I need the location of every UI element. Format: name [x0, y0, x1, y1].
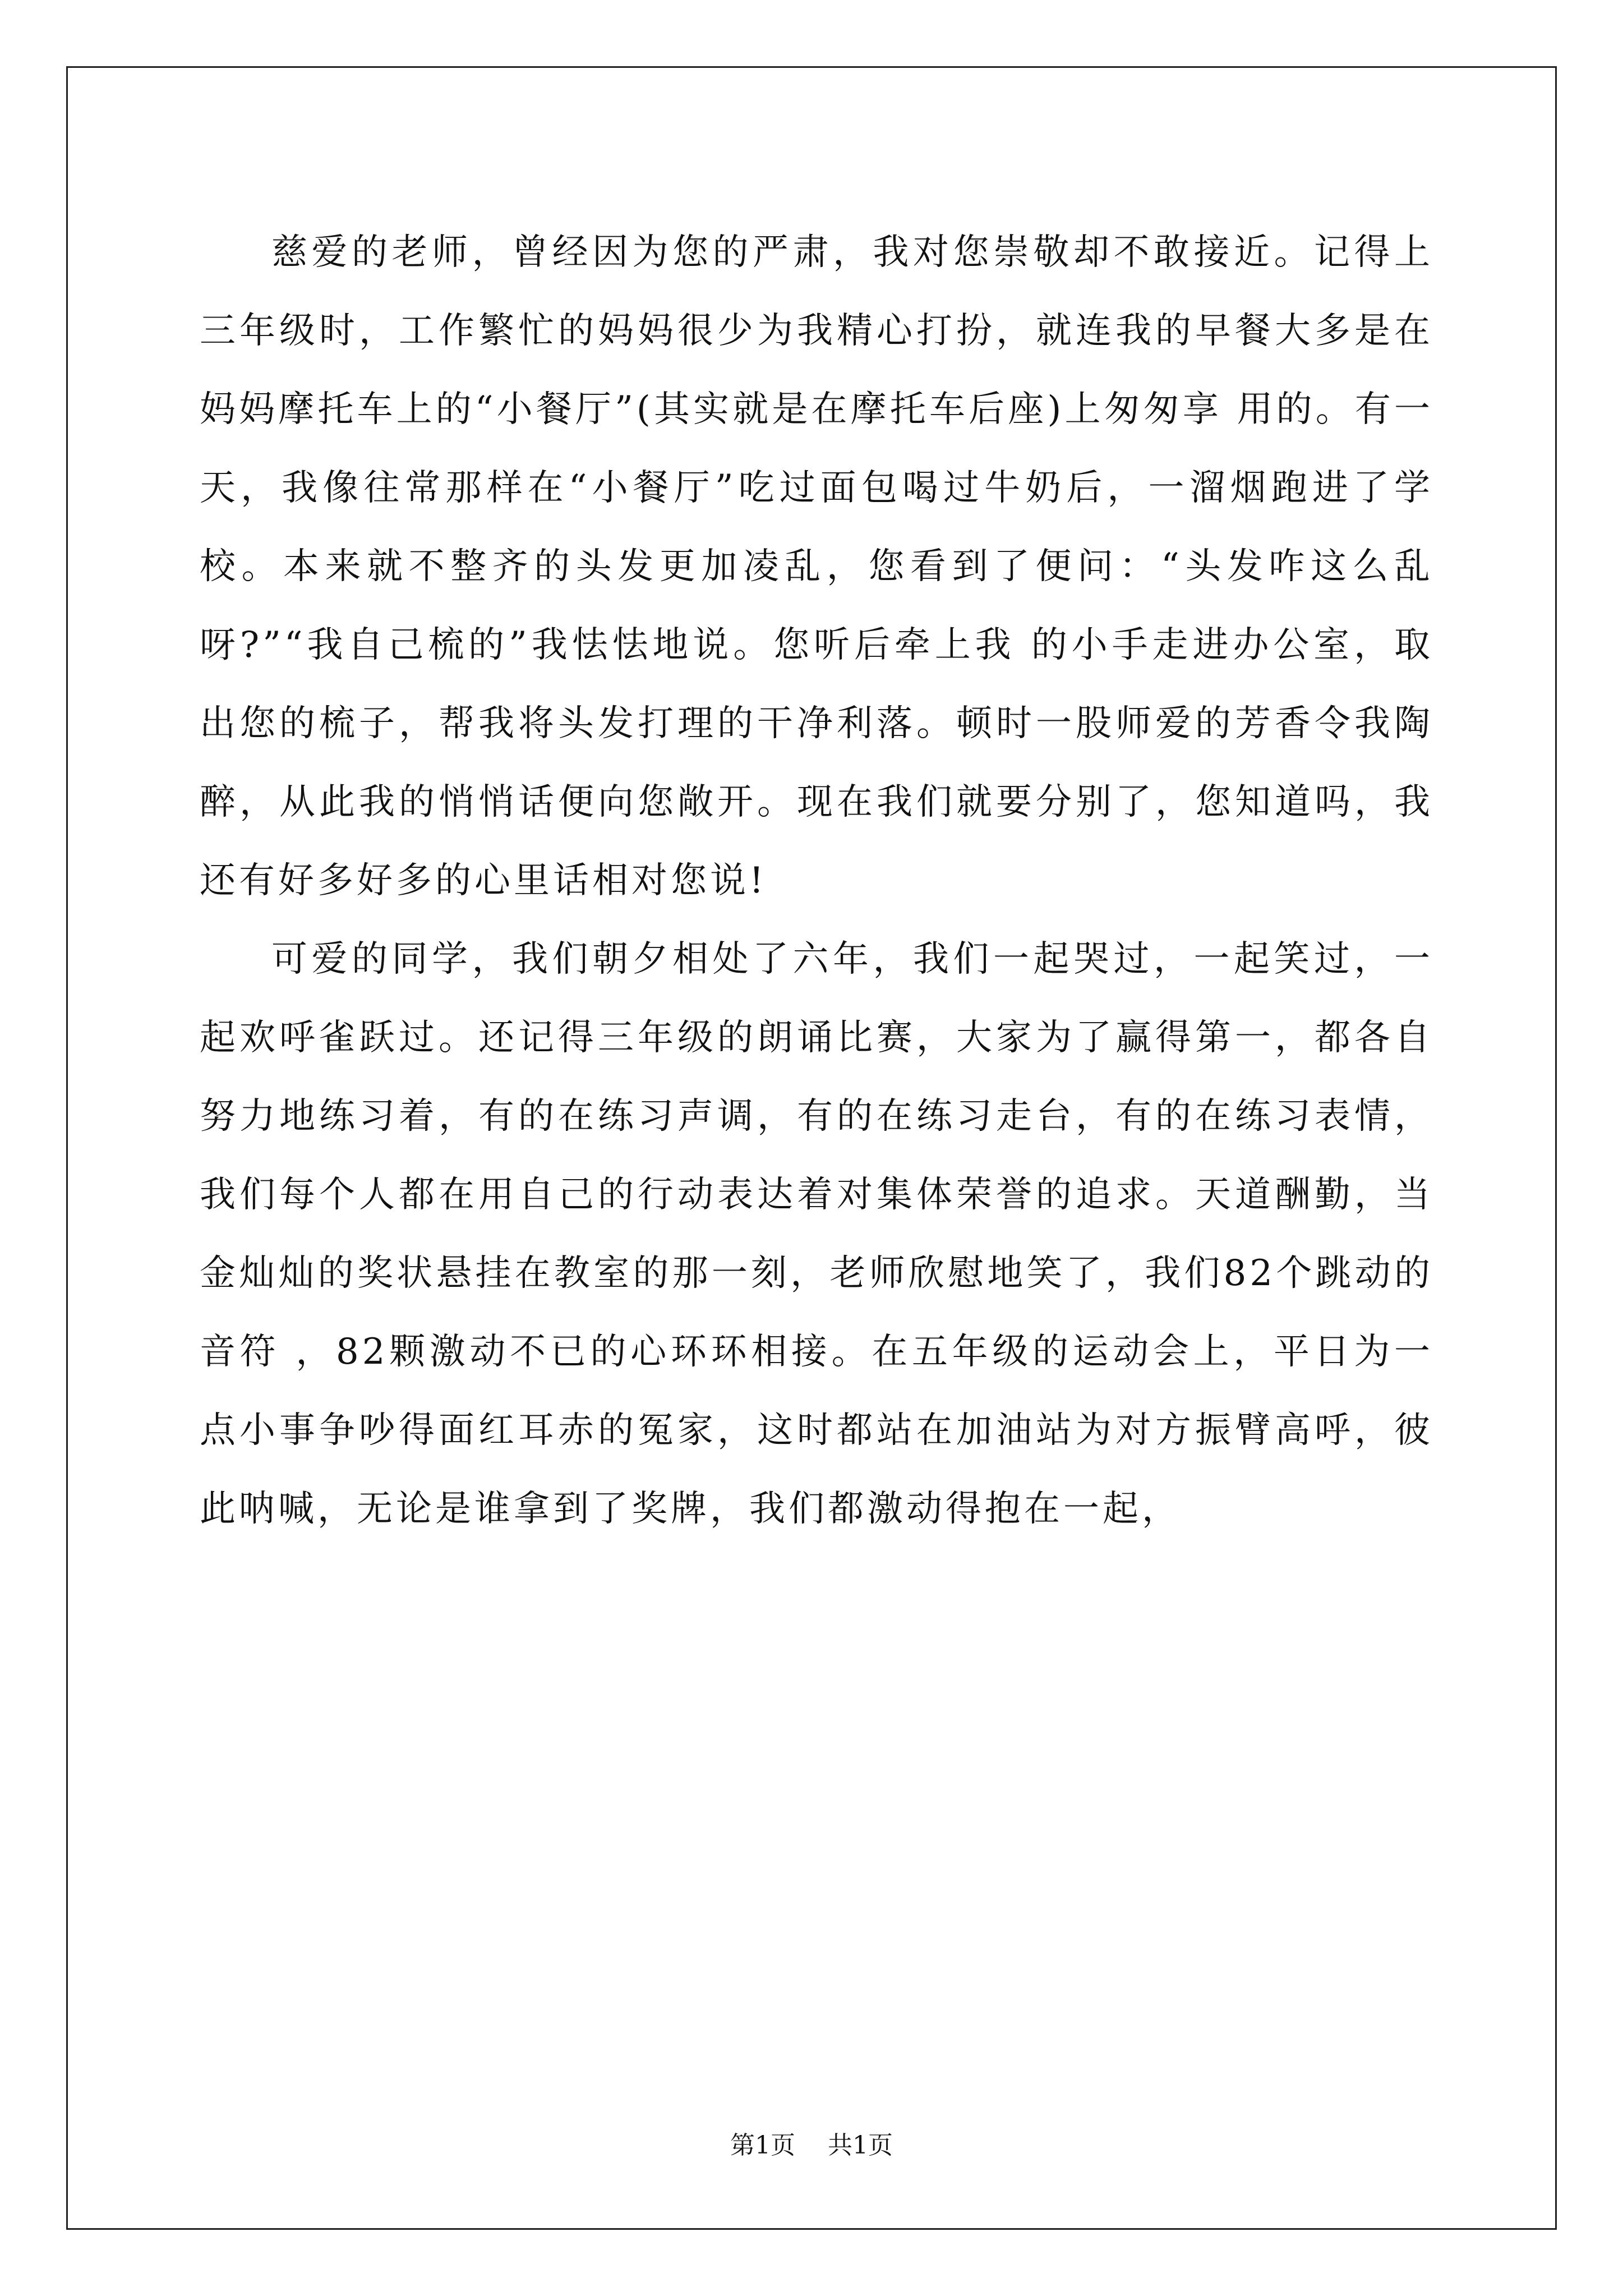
page-number: 第1页: [730, 2131, 795, 2160]
page-footer: [0, 2129, 1623, 2162]
page-total: 共1页: [828, 2131, 893, 2160]
document-body: [200, 213, 1433, 1548]
paragraph-classmates: 可爱的同学，我们朝夕相处了六年，我们一起哭过，一起笑过，一起欢呼雀跃过。还记得三年级的朗诵比赛，大家为了赢得第一，都各自努力地练习着，有的在练习声调，有的在练习走台，有的在练习表情，我们每个人都在用自己的行动表达着对集体荣誉的追求。天道酬勤，当金灿灿的奖状悬挂在教室的那一刻，老师欣慰地笑了，我们82个跳动的音符 ，82颗激动不已的心环环相接。在五年级的运动会上，平日为一点小事争吵得面红耳赤的冤家，这时都站在加油站为对方振臂高呼，彼此呐喊，无论是谁拿到了奖牌，我们都激动得抱在一起，: [200, 938, 1433, 1530]
paragraph-teacher: 慈爱的老师，曾经因为您的严肃，我对您崇敬却不敢接近。记得上三年级时，工作繁忙的妈妈很少为我精心打扮，就连我的早餐大多是在妈妈摩托车上的“小餐厅”(其实就是在摩托车后座)上匆匆享 用的。有一天，我像往常那样在“小餐厅”吃过面包喝过牛奶后，一溜烟跑进了学校。本来就不整齐的头发更加凌乱，您看到了便问：“头发咋这么乱呀?”“我自己梳的”我怯怯地说。您听后牵上我 的小手走进办公室，取出您的梳子，帮我将头发打理的干净利落。顿时一股师爱的芳香令我陶醉，从此我的悄悄话便向您敞开。现在我们就要分别了，您知道吗，我还有好多好多的心里话相对您说!: [200, 232, 1433, 901]
